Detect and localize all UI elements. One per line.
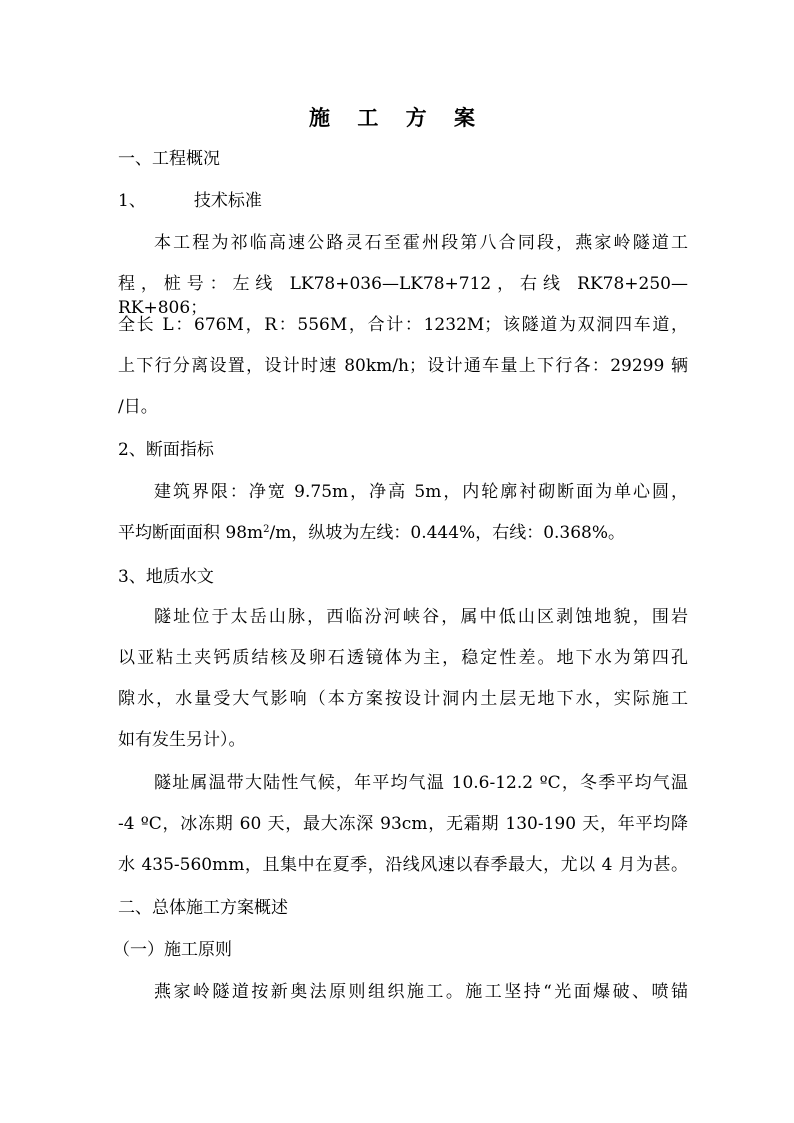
item-heading-technical-standard [118,189,688,213]
item-number: 1、 [118,191,146,211]
paragraph-line: 如有发生另计）。 [118,730,246,750]
section-heading-overview: 一、工程概况 [118,149,220,169]
paragraph-line: 以亚粘土夹钙质结核及卵石透镜体为主，稳定性差。地下水为第四孔 [118,648,688,668]
section-heading-construction-plan: 二、总体施工方案概述 [118,898,288,918]
subsection-heading-principles: （一）施工原则 [113,940,232,960]
paragraph-line: 程，桩号：左线 LK78+036—LK78+712，右线 RK78+250—RK+806； [118,274,688,318]
area-superscript: 2 [263,524,270,535]
paragraph-line: 建筑界限：净宽 9.75m，净高 5m，内轮廓衬砌断面为单心圆， [154,482,688,502]
paragraph-line: 隙水，水量受大气影响（本方案按设计洞内土层无地下水，实际施工 [118,689,688,709]
slope-text: /m，纵坡为左线：0.444%，右线：0.368%。 [269,523,626,543]
paragraph-line: -4 ºC，冰冻期 60 天，最大冻深 93cm，无霜期 130-190 天，年平均降 [118,814,688,834]
paragraph-line: 上下行分离设置，设计时速 80km/h；设计通车量上下行各：29299 辆 [118,356,688,376]
paragraph-line-area [118,521,688,545]
item-heading-section-index: 2、断面指标 [118,440,214,460]
document-title: 施 工 方 案 [309,105,485,130]
paragraph-line: 本工程为祁临高速公路灵石至霍州段第八合同段，燕家岭隧道工 [154,233,688,253]
paragraph-line: 全长 L：676M，R：556M，合计：1232M；该隧道为双洞四车道， [118,315,688,335]
item-title: 技术标准 [193,191,262,211]
item-heading-geology-hydrology: 3、地质水文 [118,567,214,587]
paragraph-line: 燕家岭隧道按新奥法原则组织施工。施工坚持“光面爆破、喷锚 [154,982,688,1002]
area-text: 平均断面面积 98m [118,523,264,543]
paragraph-line: /日。 [118,397,158,417]
paragraph-line: 水 435-560mm，且集中在夏季，沿线风速以春季最大，尤以 4 月为甚。 [118,855,688,875]
paragraph-line: 隧址位于太岳山脉，西临汾河峡谷，属中低山区剥蚀地貌，围岩 [154,607,688,627]
paragraph-line: 隧址属温带大陆性气候，年平均气温 10.6-12.2 ºC，冬季平均气温 [154,773,688,793]
